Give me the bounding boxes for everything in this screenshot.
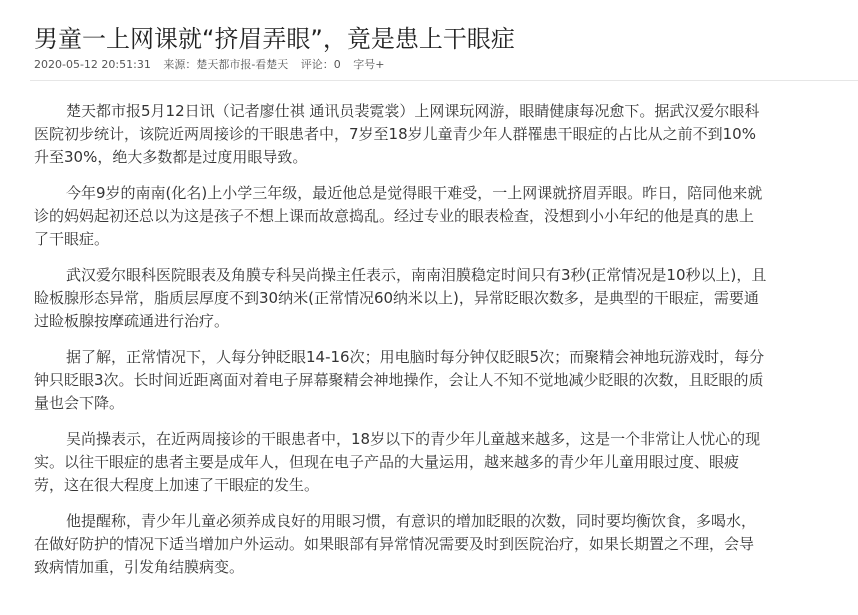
article-paragraph: 他提醒称，青少年儿童必须养成良好的用眼习惯，有意识的增加眨眼的次数，同时要均衡饮食，多喝水， 在做好防护的情况下适当增加户外运动。如果眼部有异常情况需要及时到医院治疗，如果长期置之不理，会导 致病情加重，引发角结膜病变。 [34,512,757,576]
font-size-increase-button[interactable]: 字号+ [353,58,385,71]
article-paragraph: 今年9岁的南南(化名)上小学三年级，最近他总是觉得眼干难受，一上网课就挤眉弄眼。昨日，陪同他来就 诊的妈妈起初还总以为这是孩子不想上课而故意捣乱。经过专业的眼表检查，没想到小小年纪的他是真的患上 了干眼症。 [34,184,763,248]
article-body [34,100,854,592]
article-source: 来源：楚天都市报-看楚天 [163,58,289,71]
article-paragraph: 武汉爱尔眼科医院眼表及角膜专科吴尚操主任表示，南南泪膜稳定时间只有3秒(正常情况是10秒以上)，且 睑板腺形态异常，脂质层厚度不到30纳米(正常情况60纳米以上)，异常眨眼次数多，是典型的干眼症，需要通 过睑板腺按摩疏通进行治疗。 [34,266,767,330]
article-paragraph: 楚天都市报5月12日讯（记者廖仕祺 通讯员裴霓裳）上网课玩网游，眼睛健康每况愈下。据武汉爱尔眼科 医院初步统计，该院近两周接诊的干眼患者中，7岁至18岁儿童青少年人群罹患干眼症的占比从之前不到10% 升至30%，绝大多数都是过度用眼导致。 [34,102,760,166]
article-paragraph: 据了解，正常情况下，人每分钟眨眼14-16次；用电脑时每分钟仅眨眼5次；而聚精会神地玩游戏时，每分 钟只眨眼3次。长时间近距离面对着电子屏幕聚精会神地操作，会让人不知不觉地减少眨眼的次数，且眨眼的质 量也会下降。 [34,348,765,412]
article-paragraph: 吴尚操表示，在近两周接诊的干眼患者中，18岁以下的青少年儿童越来越多，这是一个非常让人忧心的现 实。以往干眼症的患者主要是成年人，但现在电子产品的大量运用，越来越多的青少年儿童用眼过度、眼疲 劳，这在很大程度上加速了干眼症的发生。 [34,430,761,494]
article-meta [34,57,394,73]
header-divider [30,80,858,81]
comment-count[interactable]: 评论：0 [300,58,341,71]
publish-datetime: 2020-05-12 20:51:31 [34,58,151,71]
article-title: 男童一上网课就“挤眉弄眼”，竟是患上干眼症 [34,25,515,53]
